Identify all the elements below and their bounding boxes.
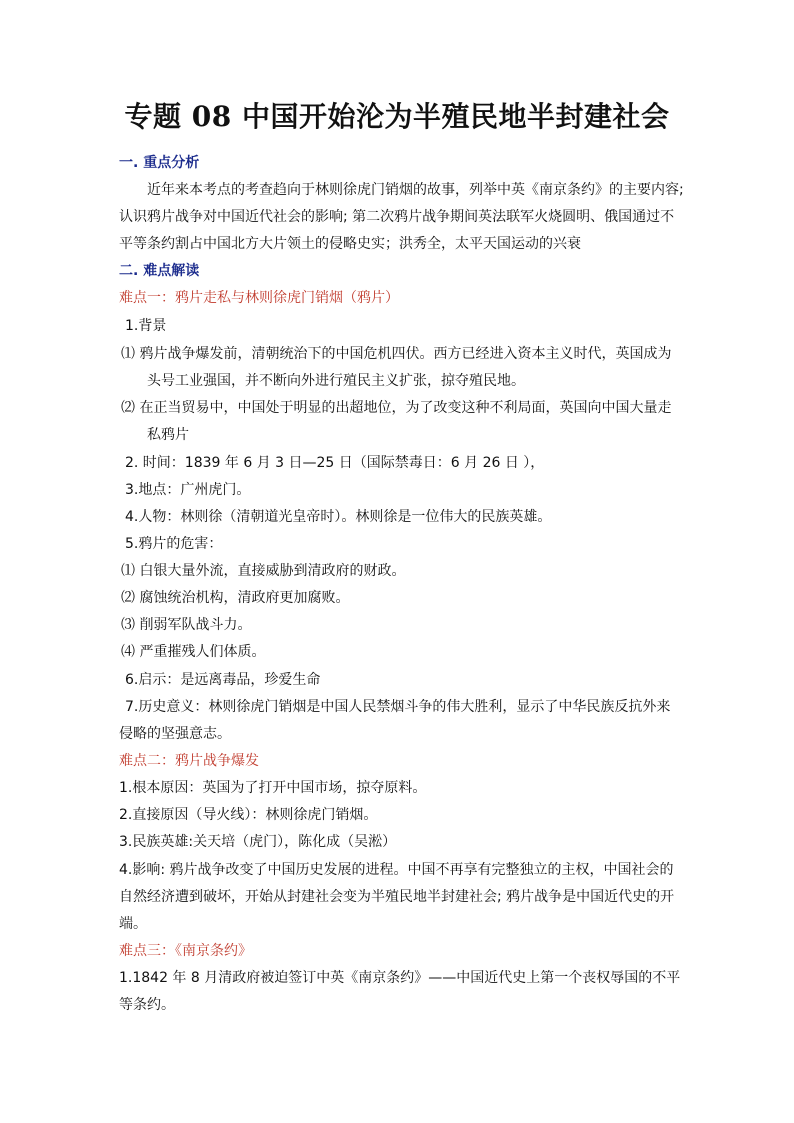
- list-item: ⑶ 削弱军队战斗力。: [121, 617, 252, 633]
- list-item: 4.人物：林则徐（清朝道光皇帝时）。林则徐是一位伟大的民族英雄。: [125, 509, 552, 525]
- section-heading-difficulty-reading: 二. 难点解读: [119, 263, 200, 279]
- difficulty-heading-3: 难点三：《南京条约》: [119, 943, 252, 959]
- list-item: ⑴ 鸦片战争爆发前，清朝统治下的中国危机四伏。西方已经进入资本主义时代，英国成为: [121, 346, 672, 362]
- list-item: 4.影响: 鸦片战争改变了中国历史发展的进程。中国不再享有完整独立的主权，中国社会的: [119, 862, 674, 878]
- list-item: ⑵ 在正当贸易中，中国处于明显的出超地位，为了改变这种不利局面，英国向中国大量走: [121, 400, 672, 416]
- list-item-continuation: 侵略的坚强意志。: [119, 726, 231, 742]
- difficulty-heading-2: 难点二：鸦片战争爆发: [119, 753, 259, 769]
- paragraph-line: 平等条约割占中国北方大片领土的侵略史实；洪秀全，太平天国运动的兴衰: [119, 236, 581, 252]
- list-item: 1.根本原因：英国为了打开中国市场，掠夺原料。: [119, 780, 427, 796]
- list-item-continuation: 端。: [119, 916, 147, 932]
- list-item: ⑴ 白银大量外流，直接威胁到清政府的财政。: [121, 563, 406, 579]
- list-item: 2.直接原因（导火线）：林则徐虎门销烟。: [119, 807, 378, 823]
- document-title: 专题 08 中国开始沦为半殖民地半封建社会: [124, 100, 670, 133]
- list-item: 5.鸦片的危害：: [125, 536, 223, 552]
- difficulty-heading-1: 难点一：鸦片走私与林则徐虎门销烟（鸦片）: [119, 290, 399, 306]
- section-heading-key-analysis: 一. 重点分析: [119, 155, 200, 171]
- paragraph-line: 认识鸦片战争对中国近代社会的影响; 第二次鸦片战争期间英法联军火烧圆明、俄国通过不: [119, 209, 675, 225]
- list-item: ⑷ 严重摧残人们体质。: [121, 644, 266, 660]
- list-item: 6.启示：是远离毒品，珍爱生命: [125, 672, 321, 688]
- list-item-continuation: 自然经济遭到破坏，开始从封建社会变为半殖民地半封建社会; 鸦片战争是中国近代史的开: [119, 889, 675, 905]
- list-item: 2. 时间：1839 年 6 月 3 日—25 日（国际禁毒日：6 月 26 日 ），: [125, 455, 545, 471]
- list-item: 3.地点：广州虎门。: [125, 482, 251, 498]
- list-item: 1.背景: [125, 318, 167, 334]
- list-item-continuation: 私鸦片: [147, 427, 189, 443]
- list-item: 3.民族英雄:关天培（虎门），陈化成（吴淞）: [119, 834, 397, 850]
- list-item: 7.历史意义：林则徐虎门销烟是中国人民禁烟斗争的伟大胜利，显示了中华民族反抗外来: [125, 699, 671, 715]
- list-item: ⑵ 腐蚀统治机构，清政府更加腐败。: [121, 590, 350, 606]
- list-item-continuation: 头号工业强国，并不断向外进行殖民主义扩张，掠夺殖民地。: [147, 373, 525, 389]
- list-item-continuation: 等条约。: [119, 997, 175, 1013]
- list-item: 1.1842 年 8 月清政府被迫签订中英《南京条约》——中国近代史上第一个丧权辱国的不平: [119, 970, 681, 986]
- paragraph-line: 近年来本考点的考查趋向于林则徐虎门销烟的故事，列举中英《南京条约》的主要内容;: [147, 182, 684, 198]
